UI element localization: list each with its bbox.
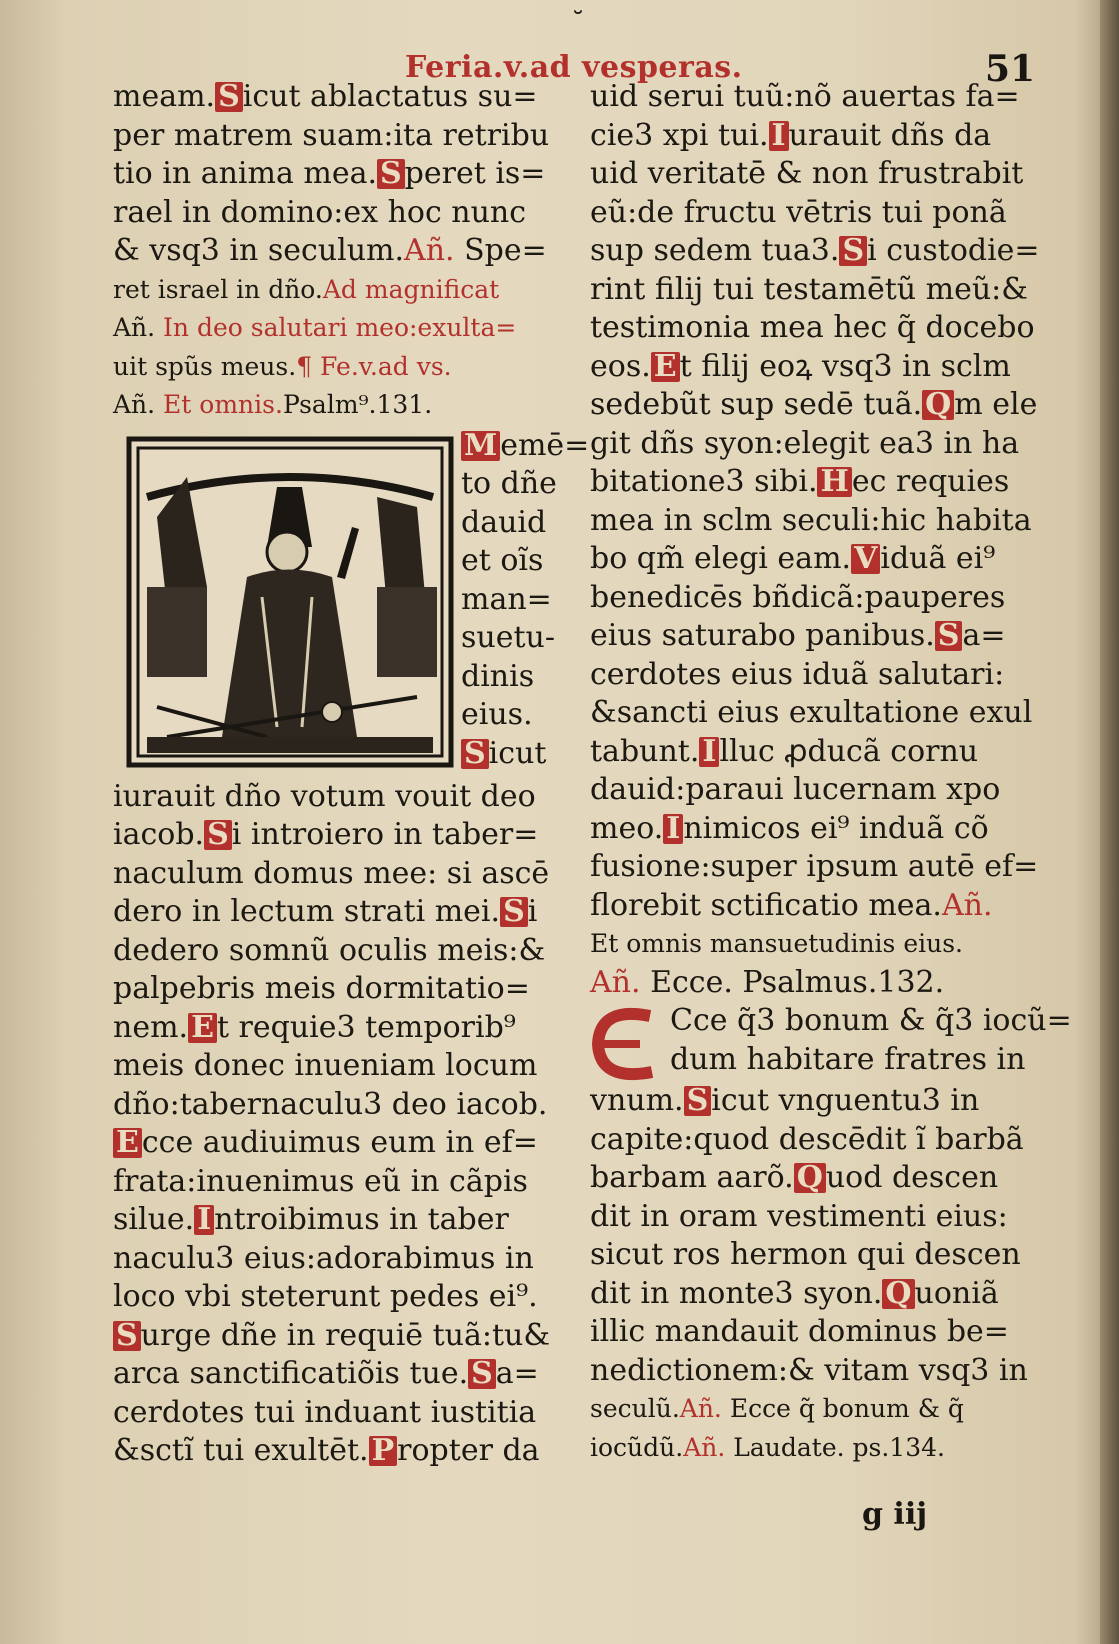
page-gutter-edge: [1100, 0, 1119, 1644]
text-run: dedero somnũ oculis meis:&: [113, 932, 546, 968]
text-line: [590, 194, 1038, 233]
text-run: a=: [962, 618, 1006, 653]
text-run: sedebũt sup sedē tuã.: [590, 387, 923, 422]
text-run: i custodie=: [867, 233, 1040, 268]
text-line: [461, 427, 590, 466]
text-line: [590, 1198, 1038, 1237]
rubric-text: Ad magnificat: [322, 274, 500, 304]
text-line: [113, 155, 570, 194]
text-run: Ecce. Psalmus.132.: [640, 964, 945, 1000]
text-line: [113, 271, 570, 310]
text-line: [113, 194, 570, 233]
rubricated-initial: H: [817, 467, 851, 497]
rubricated-initial: V: [851, 544, 880, 574]
text-line: [113, 1240, 570, 1279]
rubricated-initial: Q: [922, 390, 954, 420]
text-run: i: [527, 894, 538, 929]
rubricated-initial: S: [204, 820, 232, 850]
text-run: Laudate. ps.134.: [725, 1432, 945, 1462]
rubricated-initial: S: [500, 897, 528, 927]
text-run: per matrem suam:ita retribu: [113, 117, 550, 153]
text-line: [113, 1086, 570, 1125]
rubricated-initial: E: [113, 1128, 142, 1158]
text-run: eos.: [590, 348, 651, 384]
text-run: florebit sctificatio mea.: [590, 887, 942, 923]
text-line: [590, 425, 1038, 464]
text-run: iocũdũ.: [590, 1432, 684, 1462]
text-run: meis donec inueniam locum: [113, 1048, 538, 1083]
rubricated-initial: E: [188, 1013, 217, 1043]
text-run: fusione:super ipsum autē ef=: [590, 849, 1039, 884]
text-run: ret israel in dño.: [113, 274, 323, 304]
rubricated-initial: S: [461, 739, 489, 769]
text-run: cerdotes eius iduã salutari:: [590, 656, 1005, 692]
text-run: Psalm⁹.131.: [282, 390, 433, 419]
rubricated-initial: P: [369, 1436, 398, 1466]
text-run: arca sanctificatiõis tue.: [113, 1356, 469, 1391]
text-line: [113, 1201, 570, 1240]
text-line: [113, 778, 570, 817]
text-line: [113, 970, 570, 1009]
text-run: t requie3 temporib⁹: [216, 1009, 516, 1045]
right-column: [590, 78, 1072, 1467]
text-line: [590, 348, 1038, 387]
text-run: ec requies: [851, 464, 1010, 499]
left-column-top-lines: [113, 78, 570, 425]
text-run: eũ:de fructu vētris tui ponã: [590, 194, 1007, 230]
text-line: [113, 816, 570, 855]
text-line: [113, 1317, 570, 1356]
text-run: icut: [488, 735, 547, 771]
text-run: uid veritatē & non frustrabit: [590, 156, 1024, 191]
text-run: peret is=: [404, 156, 546, 191]
text-run: dit in oram vestimenti eius:: [590, 1198, 1008, 1234]
text-run: naculu3 eius:adorabimus in: [113, 1240, 534, 1276]
text-run: cerdotes tui induant iustitia: [113, 1394, 537, 1430]
text-line: [113, 893, 570, 932]
rubricated-initial: S: [468, 1359, 496, 1389]
text-line: [590, 502, 1038, 541]
left-column-bottom-lines: [113, 778, 570, 1471]
text-run: rael in domino:ex hoc nunc: [113, 194, 527, 230]
text-line: [113, 1163, 570, 1202]
text-run: emē=: [500, 427, 590, 463]
rubricated-initial: I: [699, 737, 719, 767]
text-run: iurauit dño votum vouit deo: [113, 778, 536, 814]
text-run: t filij eoꝝ vsq3 in sclm: [679, 348, 1011, 384]
rubricated-initial: I: [663, 814, 683, 844]
text-run: nem.: [113, 1009, 189, 1045]
rubricated-initial: S: [215, 82, 243, 112]
text-line: [113, 309, 570, 348]
text-run: Añ.: [113, 390, 156, 419]
text-run: seculũ.: [590, 1394, 680, 1423]
text-line: [590, 1159, 1038, 1198]
text-run: frata:inuenimus eũ in cãpis: [113, 1163, 528, 1199]
text-run: meo.: [590, 810, 664, 846]
text-run: icut ablactatus su=: [242, 79, 538, 114]
rubric-text: Añ.: [941, 887, 993, 923]
text-run: eius saturabo panibus.: [590, 618, 935, 653]
text-run: lluc ꝓducã cornu: [719, 733, 979, 769]
text-line: [590, 117, 1038, 156]
text-line: [461, 735, 571, 774]
text-run: barbam aarõ.: [590, 1160, 794, 1195]
text-run: dero in lectum strati mei.: [113, 894, 501, 929]
text-line: [590, 1082, 1038, 1121]
text-run: git dñs syon:elegit ea3 in ha: [590, 425, 1020, 461]
text-run: rint filij tui testamētũ meũ:&: [590, 271, 1028, 307]
text-line: [590, 78, 1038, 117]
rubric-text: ¶ Fe.v.ad vs.: [296, 351, 452, 381]
beside-woodcut-text: [461, 427, 590, 774]
text-run: Et omnis mansuetudinis eius.: [590, 929, 963, 958]
text-line: [461, 542, 571, 581]
rubricated-initial: S: [684, 1086, 712, 1116]
text-line: [113, 1278, 570, 1317]
text-run: Añ.: [113, 313, 156, 342]
rubric-text: Añ.: [683, 1432, 726, 1462]
text-run: icut vnguentu3 in: [711, 1083, 980, 1118]
text-run: naculum domus mee: si ascē: [113, 855, 550, 891]
rubricated-initial: M: [461, 431, 500, 461]
folio-number: 51: [985, 48, 1036, 90]
text-run: mea in sclm seculi:hic habita: [590, 502, 1032, 538]
text-line: [461, 581, 571, 620]
rubric-text: Añ.: [590, 964, 641, 1000]
text-run: urauit dñs da: [788, 117, 992, 153]
text-run: suetu-: [461, 620, 555, 655]
rubricated-initial: Q: [794, 1163, 826, 1193]
text-run: Spe=: [454, 233, 547, 268]
text-run: dum habitare fratres in: [670, 1041, 1026, 1077]
rubricated-initial: S: [377, 159, 405, 189]
top-mark: ˘: [572, 6, 584, 35]
text-line: [113, 1394, 570, 1433]
text-run: dit in monte3 syon.: [590, 1275, 883, 1311]
rubricated-initial: Q: [882, 1279, 914, 1309]
text-run: uoniã: [914, 1275, 999, 1311]
text-run: testimonia mea hec q̃ docebo: [590, 310, 1035, 345]
text-line: [113, 117, 570, 156]
text-run: palpebris meis dormitatio=: [113, 971, 530, 1006]
text-line: [113, 348, 570, 387]
text-run: vnum.: [590, 1083, 684, 1118]
text-line: [590, 309, 1038, 348]
text-run: & vsq3 in seculum.: [113, 233, 405, 268]
rubric-text: In deo salutari meo:exulta=: [155, 313, 517, 342]
text-run: dauid:paraui lucernam xpo: [590, 772, 1001, 807]
text-run: silue.: [113, 1202, 195, 1237]
text-line: [113, 78, 570, 117]
text-run: Cce q̃3 bonum & q̃3 iocũ=: [670, 1003, 1072, 1038]
text-run: dño:tabernaculu3 deo iacob.: [113, 1086, 548, 1122]
text-run: dinis: [461, 658, 535, 694]
text-line: [590, 463, 1038, 502]
text-run: &sctĩ tui exultēt.: [113, 1433, 369, 1468]
text-line: [113, 1432, 570, 1471]
running-title: Feria.v.ad vesperas.: [405, 50, 743, 85]
text-run: cce audiuimus eum in ef=: [141, 1125, 538, 1160]
decorated-initial-block: [590, 1002, 1072, 1082]
text-run: urge dñe in requiē tuã:tu&: [140, 1317, 551, 1353]
text-run: nimicos ei⁹ induã cõ: [683, 810, 989, 846]
text-line: [113, 932, 570, 971]
text-run: cie3 xpi tui.: [590, 117, 769, 153]
text-line: [590, 694, 1038, 733]
rubricated-initial: I: [769, 121, 789, 151]
text-line: [590, 540, 1038, 579]
text-run: et oĩs: [461, 543, 544, 578]
text-line: [590, 887, 1038, 926]
woodcut-illustration-icon: [127, 437, 453, 767]
text-run: m ele: [954, 387, 1038, 422]
text-line: [461, 658, 571, 697]
text-run: dauid: [461, 504, 547, 540]
text-run: ntroibimus in taber: [214, 1202, 509, 1237]
text-run: i introiero in taber=: [231, 817, 539, 852]
right-column-bottom-lines: [590, 1082, 1038, 1467]
text-line: [590, 1275, 1038, 1314]
text-line: [590, 771, 1038, 810]
text-line: [113, 386, 570, 425]
right-column-top-lines: [590, 78, 1038, 1002]
text-line: [461, 696, 571, 735]
text-run: a=: [495, 1356, 539, 1391]
text-line: [461, 465, 571, 504]
text-line: [590, 232, 1038, 271]
text-line: [590, 848, 1038, 887]
rubricated-initial: I: [194, 1205, 214, 1235]
rubric-text: Et omnis.: [155, 390, 283, 419]
text-run: to dñe: [461, 466, 557, 501]
text-line: [590, 656, 1038, 695]
text-run: loco vbi steterunt pedes ei⁹.: [113, 1279, 538, 1314]
signature-mark: g iij: [862, 1497, 928, 1532]
text-run: tabunt.: [590, 733, 700, 769]
rubricated-initial: S: [113, 1321, 141, 1351]
text-run: nedictionem:& vitam vsq3 in: [590, 1352, 1028, 1388]
text-run: capite:quod descēdit ĩ barbã: [590, 1121, 1024, 1157]
text-run: benedicēs bñdicã:pauperes: [590, 579, 1006, 615]
text-run: uod descen: [825, 1160, 999, 1195]
text-line: [590, 1352, 1038, 1391]
text-run: eius.: [461, 697, 533, 732]
text-line: [590, 733, 1038, 772]
woodcut-section: [113, 427, 590, 771]
rubric-text: Añ.: [404, 233, 455, 268]
text-line: [590, 1236, 1038, 1275]
text-line: [113, 855, 570, 894]
text-line: [113, 1047, 570, 1086]
text-line: [590, 1390, 1038, 1429]
text-line: [590, 1313, 1038, 1352]
text-run: ropter da: [397, 1433, 540, 1468]
text-line: [590, 579, 1038, 618]
text-line: [113, 1355, 570, 1394]
left-column: [113, 78, 590, 1471]
text-run: uid serui tuũ:nõ auertas fa=: [590, 79, 1020, 114]
rubricated-initial: E: [651, 352, 680, 382]
text-run: meam.: [113, 79, 216, 114]
text-line: [113, 1009, 570, 1048]
text-run: &sancti eius exultatione exul: [590, 695, 1033, 730]
rubricated-initial: S: [839, 236, 867, 266]
text-line: [590, 271, 1038, 310]
red-initial-e-icon: [590, 1006, 662, 1082]
text-run: sup sedem tua3.: [590, 233, 840, 268]
text-line: [590, 617, 1038, 656]
text-run: Ecce q̃ bonum & q̃: [721, 1394, 964, 1423]
text-run: iacob.: [113, 817, 205, 852]
text-line: [590, 155, 1038, 194]
text-run: sicut ros hermon qui descen: [590, 1237, 1021, 1272]
text-line: [590, 386, 1038, 425]
rubric-text: Añ.: [679, 1394, 722, 1423]
text-run: tio in anima mea.: [113, 156, 377, 191]
text-line: [461, 504, 571, 543]
text-run: bo qm̃ elegi eam.: [590, 541, 852, 576]
text-line: [590, 925, 1038, 964]
text-run: iduã ei⁹: [880, 541, 996, 576]
text-line: [461, 619, 571, 658]
text-run: bitatione3 sibi.: [590, 464, 818, 499]
text-line: [113, 232, 570, 271]
text-run: uit spũs meus.: [113, 351, 297, 381]
rubricated-initial: S: [935, 621, 963, 651]
text-run: illic mandauit dominus be=: [590, 1314, 1009, 1349]
text-line: [590, 1429, 1038, 1468]
text-run: man=: [461, 581, 552, 617]
text-line: [590, 964, 1038, 1003]
text-line: [590, 810, 1038, 849]
text-line: [113, 1124, 570, 1163]
text-line: [590, 1121, 1038, 1160]
